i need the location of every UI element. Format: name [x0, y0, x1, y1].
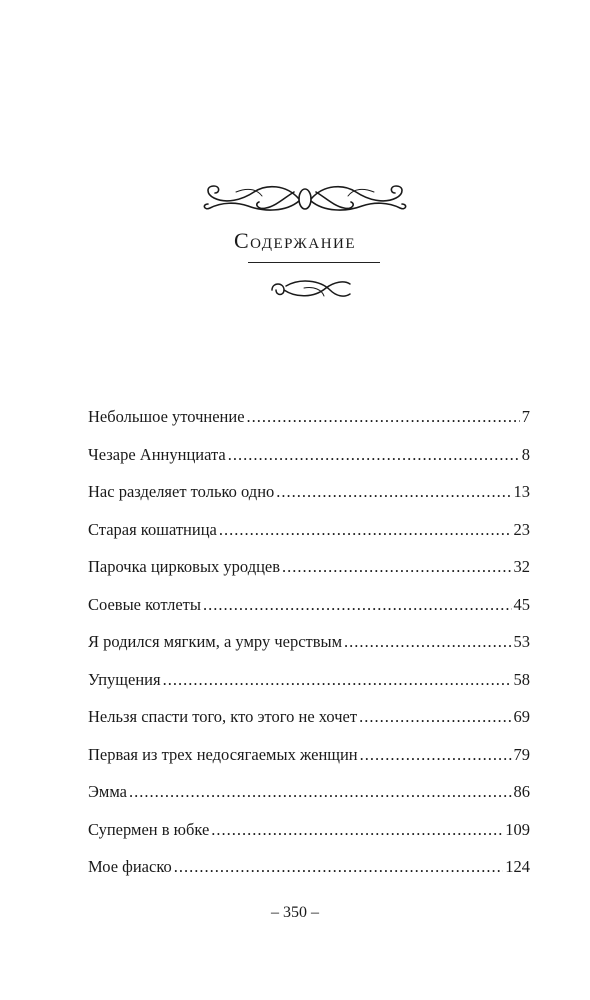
toc-entry[interactable] [88, 436, 530, 474]
flourish-ornament-top [196, 178, 414, 220]
toc-title: Я родился мягким, а умру черствым [88, 632, 343, 651]
toc-page-number: 8 [521, 444, 530, 464]
dot-leader [276, 473, 511, 511]
toc-page-number: 7 [521, 407, 530, 426]
toc-title: Чезаре Аннунциата [88, 444, 226, 464]
toc-entry[interactable] [88, 848, 530, 886]
toc-page-number: 124 [505, 857, 530, 876]
toc-page-number: 23 [513, 519, 530, 539]
toc-title: Старая кошатница [88, 519, 217, 539]
dot-leader [247, 398, 520, 436]
dot-leader [203, 586, 512, 624]
toc-entry[interactable] [88, 698, 530, 736]
toc-page-number: 109 [505, 819, 530, 839]
toc-entry[interactable] [88, 548, 530, 586]
toc-title: Эмма [88, 782, 127, 801]
toc-title: Соевые котлеты [88, 594, 201, 614]
table-of-contents [88, 398, 530, 886]
toc-title: Первая из трех недосягаемых женщин [88, 744, 358, 764]
toc-entry[interactable] [88, 398, 530, 436]
dot-leader [219, 511, 512, 549]
toc-title: Парочка цирковых уродцев [88, 557, 281, 576]
toc-title: Нас разделяет только одно [88, 482, 275, 501]
toc-entry[interactable] [88, 736, 530, 774]
page-number: – 350 – [271, 904, 319, 921]
toc-page-number: 58 [513, 669, 530, 689]
toc-page-number: 13 [513, 482, 530, 501]
toc-title: Нельзя спасти того, кто этого не хочет [88, 707, 358, 726]
toc-page-number: 69 [513, 707, 530, 726]
dot-leader [360, 736, 512, 774]
toc-entry[interactable] [88, 811, 530, 849]
dot-leader [174, 848, 503, 886]
toc-entry[interactable] [88, 661, 530, 699]
toc-entry[interactable] [88, 623, 530, 661]
toc-page-number: 53 [513, 632, 530, 651]
page-title: Содержание [233, 228, 357, 253]
toc-entry[interactable] [88, 473, 530, 511]
flourish-ornament-bottom [264, 274, 356, 304]
dot-leader [163, 661, 512, 699]
toc-page-number: 79 [513, 744, 530, 764]
dot-leader [282, 548, 511, 586]
dot-leader [129, 773, 512, 811]
toc-page-number: 86 [513, 782, 530, 801]
dot-leader [211, 811, 503, 849]
toc-page-number: 32 [513, 557, 530, 576]
toc-title: Небольшое уточнение [88, 407, 245, 426]
toc-entry[interactable] [88, 773, 530, 811]
toc-entry[interactable] [88, 511, 530, 549]
toc-title: Супермен в юбке [88, 819, 210, 839]
toc-entry[interactable] [88, 586, 530, 624]
toc-title: Упущения [88, 669, 161, 689]
dot-leader [359, 698, 511, 736]
dot-leader [344, 623, 511, 661]
toc-title: Мое фиаско [88, 857, 172, 876]
toc-page-number: 45 [513, 594, 530, 614]
title-rule [248, 262, 380, 263]
dot-leader [228, 436, 520, 474]
